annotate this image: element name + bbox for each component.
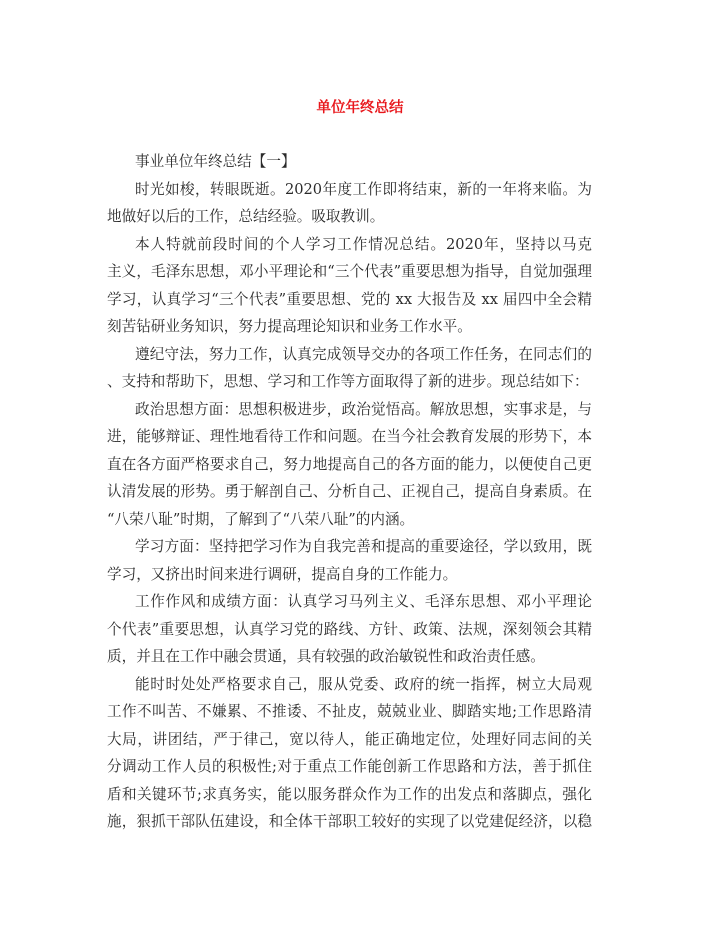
paragraph-line: 盾和关键环节;求真务实，能以服务群众作为工作的出发点和落脚点，强化 — [107, 785, 592, 803]
paragraph-line: 质，并且在工作中融会贯通，具有较强的政治敏锐性和政治责任感。 — [107, 648, 545, 665]
paragraph-line: 学习，又挤出时间来进行调研，提高自身的工作能力。 — [107, 565, 458, 583]
paragraph-line: 刻苦钻研业务知识，努力提高理论知识和业务工作水平。 — [107, 318, 472, 335]
paragraph-line: 直在各方面严格要求自己，努力地提高自己的各方面的能力，以便使自己更 — [107, 455, 592, 473]
paragraph-line: 施，狠抓干部队伍建设，和全体干部职工较好的实现了以党建促经济，以稳 — [107, 813, 592, 830]
paragraph-line: “八荣八耻”时期，了解到了“八荣八耻”的内涵。 — [107, 510, 415, 528]
paragraph-line: 学习方面：坚持把学习作为自我完善和提高的重要途径，学以致用，既 — [135, 538, 592, 555]
paragraph-line: 认清发展的形势。勇于解剖自己、分析自己、正视自己，提高自身素质。在 — [107, 483, 592, 500]
paragraph-line: 大局，讲团结，严于律己，宽以待人，能正确地定位，处理好同志间的关 — [107, 730, 592, 748]
paragraph — [107, 671, 592, 836]
paragraph-line: 事业单位年终总结【一】 — [135, 153, 296, 170]
paragraph-line: 、支持和帮助下，思想、学习和工作等方面取得了新的进步。现总结如下： — [107, 373, 589, 390]
paragraph — [107, 533, 592, 588]
paragraph-line: 能时时处处严格要求自己，服从党委、政府的统一指挥，树立大局观 — [135, 675, 592, 693]
paragraph-line: 本人特就前段时间的个人学习工作情况总结。2020年，坚持以马克 — [135, 235, 592, 253]
paragraph — [107, 588, 592, 671]
paragraph-line: 工作作风和成绩方面：认真学习马列主义、毛泽东思想、邓小平理论 — [135, 593, 592, 610]
paragraph — [107, 176, 592, 231]
document-body — [107, 148, 592, 836]
paragraph-line: 工作不叫苦、不嫌累、不推诿、不扯皮，兢兢业业、脚踏实地;工作思路清 — [107, 703, 592, 720]
paragraph-line: 分调动工作人员的积极性;对于重点工作能创新工作思路和方法，善于抓住 — [107, 758, 592, 775]
paragraph-line: 学习，认真学习“三个代表”重要思想、党的 xx 大报告及 xx 届四中全会精 — [107, 290, 592, 308]
document-title: 单位年终总结 — [316, 100, 404, 116]
paragraph-line: 个代表”重要思想，认真学习党的路线、方针、政策、法规，深刻领会其精 — [107, 620, 592, 638]
paragraph-line: 进，能够辩证、理性地看待工作和问题。在当今社会教育发展的形势下，本 — [107, 428, 592, 445]
paragraph-line: 主义，毛泽东思想，邓小平理论和“三个代表”重要思想为指导，自觉加强理 — [107, 263, 592, 280]
paragraph-line: 遵纪守法，努力工作，认真完成领导交办的各项工作任务，在同志们的 — [135, 345, 592, 363]
paragraph-line: 地做好以后的工作，总结经验。吸取教训。 — [107, 208, 385, 225]
paragraph-line: 政治思想方面：思想积极进步，政治觉悟高。解放思想，实事求是，与 — [135, 400, 592, 418]
paragraph — [107, 396, 592, 534]
paragraph — [107, 231, 592, 341]
paragraph — [107, 148, 592, 176]
paragraph — [107, 341, 592, 396]
paragraph-line: 时光如梭，转眼既逝。2020年度工作即将结束，新的一年将来临。为 — [135, 180, 592, 198]
